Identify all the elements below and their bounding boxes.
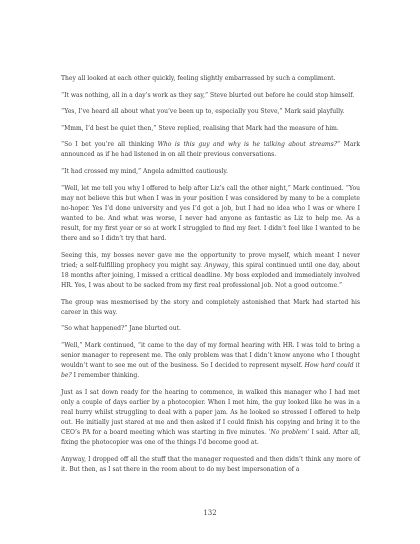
paragraph	[61, 167, 360, 177]
text-run: Seeing this, my bosses never gave me the opportunity to prove myself, which meant I never tried; a self-fulfilling prophecy you might say.	[61, 251, 360, 269]
text-run: “Well, let me tell you why I offered to help after Liz’s call the other night,” Mark continued. “You may not believe this but when I was in your position I was considered by many to be a complete no-hoper. Yes I’d done university and yes I’d got a job, but I had no idea who I was or where I wanted to be. And what was worse, I never had anyone as fantastic as Liz to help me. As a result, for my first year or so at work I struggled to find my feet. I didn’t feel like I wanted to be there and so I didn’t try that hard.	[61, 184, 360, 243]
text-run: “Mmm, I’d best be quiet then,” Steve replied, realising that Mark had the measure of him.	[61, 124, 339, 132]
paragraph	[61, 455, 360, 475]
page-number: 132	[203, 509, 217, 517]
text-run: They all looked at each other quickly, feeling slightly embarrassed by such a compliment.	[61, 75, 336, 82]
paragraph	[61, 298, 360, 318]
paragraph	[61, 324, 360, 334]
text-run: I said. After all, fixing the photocopier was one of the things I’d become good at.	[61, 429, 361, 447]
italic-text: Anyway	[204, 261, 229, 269]
text-run: , this spiral continued until one day, about 18 months after joining, I missed a critical deadline. My boss exploded and immediately involved HR. Yes, I was about to be sacked from my first real professional job. Not a good outcome.”	[61, 261, 360, 289]
italic-text: Who is this guy and why is he talking about streams?	[157, 141, 338, 149]
text-run: “It was nothing, all in a day’s work as they say,” Steve blurted out before he could stop himself.	[61, 91, 355, 99]
text-run: “Yes, I’ve heard all about what you’ve been up to, especially you Steve,” Mark said playfully.	[61, 108, 345, 116]
paragraph	[61, 251, 360, 291]
italic-text: ‘No problem’	[268, 429, 310, 437]
text-run: “Well,” Mark continued, “it came to the day of my formal hearing with HR. I was told to bring a senior manager to represent me. The only problem was that I didn’t know anyone who I thought wouldn’t want to see me out of the business. So I decided to represent myself.	[61, 341, 360, 370]
paragraph	[61, 341, 360, 381]
italic-text: How hard could it be?	[61, 362, 360, 380]
paragraph	[61, 184, 360, 245]
paragraph	[61, 107, 360, 117]
paragraph	[61, 91, 360, 101]
text-run: Just as I sat down ready for the hearing to commence, in walked this manager who I had met only a couple of days earlier by a photocopier. When I met him, the guy looked like he was in a real hurry whilst struggling to deal with a paper jam. As he looked so stressed I offered to help out. He initially just stared at me and then asked if I could finish his copying and bring it to the CEO’s PA for a board meeting which was starting in five minutes.	[61, 388, 360, 437]
paragraph	[61, 124, 360, 134]
paragraph	[61, 74, 360, 84]
text-run: The group was mesmerised by the story and completely astonished that Mark had started his career in this way.	[61, 298, 360, 316]
body-text	[61, 74, 360, 475]
text-run: ” Mark announced as if he had listened in on all their previous conversations.	[61, 141, 360, 159]
text-run: “It had crossed my mind,” Angela admitted cautiously.	[61, 168, 228, 176]
text-run: I remember thinking.	[71, 372, 140, 380]
paragraph	[61, 140, 360, 160]
paragraph	[61, 388, 360, 449]
text-run: “So what happened?” Jane blurted out.	[61, 325, 181, 333]
text-run: Anyway, I dropped off all the stuff that the manager requested and then didn’t think any more of it. But then, as I sat there in the room about to do my best impersonation of a	[61, 455, 360, 473]
text-run: “So I bet you’re all thinking	[61, 141, 158, 149]
